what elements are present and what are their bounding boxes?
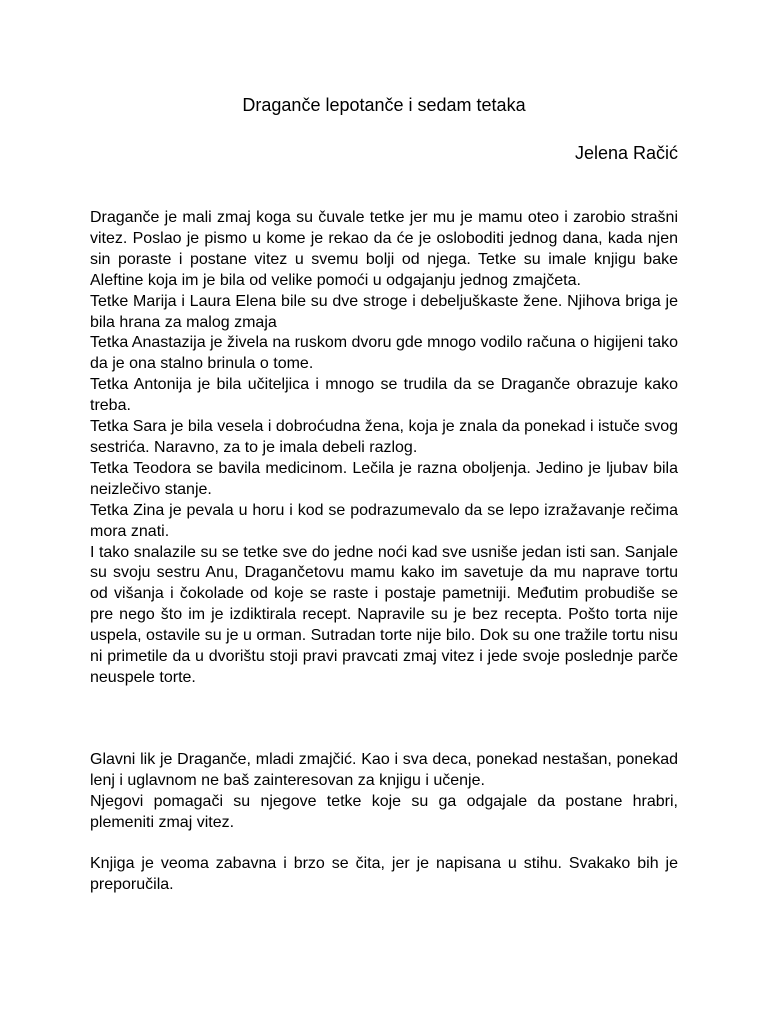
- document-author: Jelena Račić: [574, 143, 678, 163]
- story-paragraph: I tako snalazile su se tetke sve do jedne noći kad sve usniše jedan isti san. Sanjale su svoju sestru Anu, Dragančetovu mamu kako im savetuje da mu naprave tortu od višanja i čokolade od koje se raste i postaje pametniji. Međutim probudiše se pre nego što im je izdiktirala recept. Napravile su je bez recepta. Pošto torta nije uspela, ostavile su je u orman. Sutradan torte nije bilo. Dok su one tražile tortu nisu ni primetile da u dvorištu stoji pravi pravcati zmaj vitez i jede svoje poslednje parče neuspele torte.: [90, 543, 678, 686]
- story-paragraph: Tetka Zina je pevala u horu i kod se podrazumevalo da se lepo izražavanje rečima mora znati.: [90, 501, 678, 540]
- story-summary: [90, 208, 678, 689]
- story-paragraph: Tetka Sara je bila vesela i dobroćudna žena, koja je znala da ponekad i istuče svog sestrića. Naravno, za to je imala debeli razlog.: [90, 418, 678, 456]
- story-paragraph: Tetka Teodora se bavila medicinom. Lečila je razna oboljenja. Jedino je ljubav bila neizlečivo stanje.: [90, 459, 678, 498]
- review-paragraph: Glavni lik je Draganče, mladi zmajčić. Kao i sva deca, ponekad nestašan, ponekad lenj i uglavnom ne baš zainteresovan za knjigu i učenje.: [90, 751, 678, 789]
- closing-remarks: [90, 854, 678, 896]
- story-paragraph: Draganče je mali zmaj koga su čuvale tetke jer mu je mamu oteo i zarobio strašni vitez. Poslao je pismo u kome je rekao da će je osloboditi jednog dana, kada njen sin poraste i postane vitez u svemu bolji od njega. Tetke su imale knjigu bake Aleftine koja im je bila od velike pomoći u odgajanju jednog zmajčeta.: [90, 209, 678, 289]
- review-paragraph: Njegovi pomagači su njegove tetke koje su ga odgajale da postane hrabri, plemeniti zmaj vitez.: [90, 792, 678, 831]
- closing-paragraph: Knjiga je veoma zabavna i brzo se čita, jer je napisana u stihu. Svakako bih je preporučila.: [90, 855, 678, 893]
- story-paragraph: Tetka Antonija je bila učiteljica i mnogo se trudila da se Draganče obrazuje kako treba.: [90, 376, 678, 415]
- story-paragraph: Tetka Anastazija je živela na ruskom dvoru gde mnogo vodilo računa o higijeni tako da je ona stalno brinula o tome.: [90, 334, 678, 373]
- character-review: [90, 750, 678, 834]
- story-paragraph: Tetke Marija i Laura Elena bile su dve stroge i debeljuškaste žene. Njihova briga je bila hrana za malog zmaja: [90, 292, 678, 331]
- document-title: Draganče lepotanče i sedam tetaka: [242, 95, 526, 115]
